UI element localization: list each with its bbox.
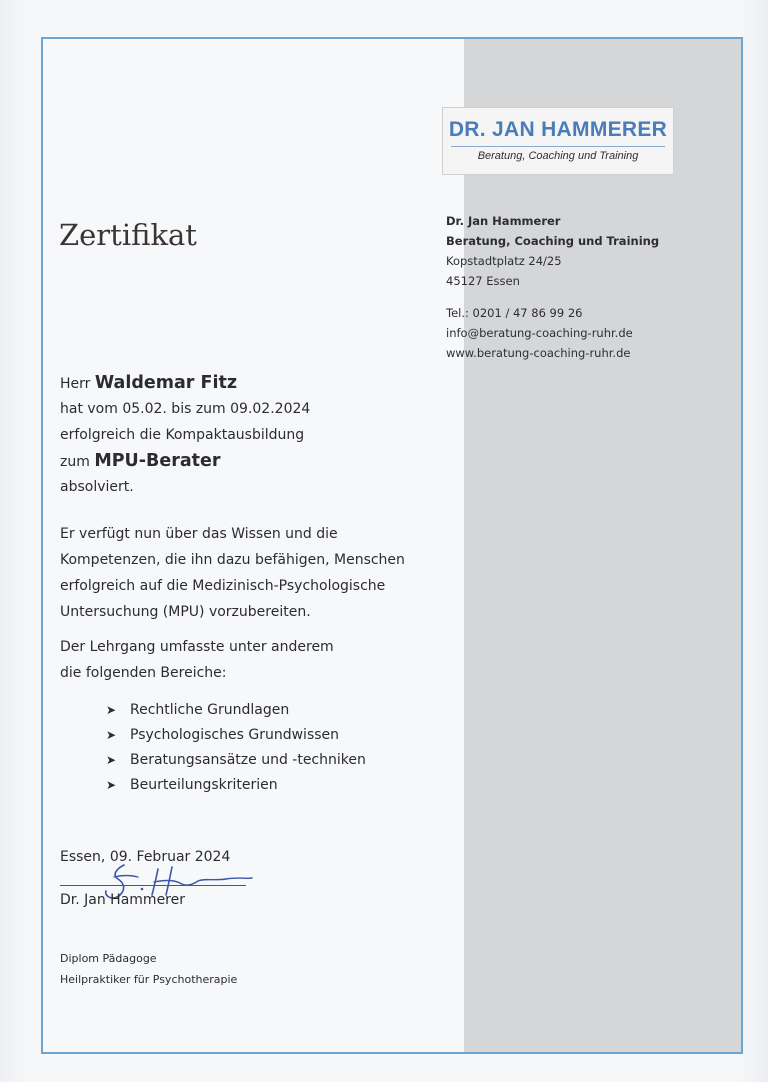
list-item: [106, 723, 366, 748]
arrow-bullet-icon: ➤: [106, 728, 117, 742]
contact-city: 45127 Essen: [446, 274, 520, 288]
logo-tagline: Beratung, Coaching und Training: [477, 150, 639, 162]
qualification: MPU-Berater: [94, 451, 221, 471]
topics-intro-line: die folgenden Bereiche:: [60, 665, 227, 681]
topic-label: Psychologisches Grundwissen: [130, 727, 340, 743]
company-logo: [442, 107, 674, 175]
list-item: [106, 748, 366, 773]
paragraph-line: Kompetenzen, die ihn dazu befähigen, Menschen: [60, 552, 405, 568]
signer-name: Dr. Jan Hammerer: [60, 892, 185, 908]
arrow-bullet-icon: ➤: [106, 753, 117, 767]
salutation: Herr: [60, 376, 91, 392]
contact-phone: Tel.: 0201 / 47 86 99 26: [446, 306, 583, 320]
contact-name: Dr. Jan Hammerer: [446, 214, 561, 228]
recipient-name: Waldemar Fitz: [94, 373, 238, 393]
topics-list: [106, 698, 366, 798]
contact-website: www.beratung-coaching-ruhr.de: [446, 346, 631, 360]
completion-text: erfolgreich die Kompaktausbildung: [60, 427, 305, 443]
qualification-prefix: zum: [60, 454, 90, 470]
contact-company: Beratung, Coaching und Training: [446, 234, 660, 248]
list-item: [106, 773, 366, 798]
period-text: hat vom 05.02. bis zum 09.02.2024: [60, 401, 311, 417]
place-date: Essen, 09. Februar 2024: [60, 849, 231, 865]
contact-email: info@beratung-coaching-ruhr.de: [446, 326, 633, 340]
paragraph-line: Er verfügt nun über das Wissen und die: [60, 526, 338, 542]
recipient-block: [60, 370, 310, 500]
contact-street: Kopstadtplatz 24/25: [446, 254, 562, 268]
signer-title-2: Heilpraktiker für Psychotherapie: [60, 973, 238, 986]
contact-block: [446, 211, 659, 363]
arrow-bullet-icon: ➤: [106, 703, 117, 717]
paragraph-line: Untersuchung (MPU) vorzubereiten.: [60, 604, 311, 620]
signature-line: [60, 885, 246, 886]
list-item: [106, 698, 366, 723]
topic-label: Beurteilungskriterien: [130, 777, 278, 793]
topic-label: Rechtliche Grundlagen: [130, 702, 290, 718]
side-panel: [464, 39, 741, 1052]
topics-intro-line: Der Lehrgang umfasste unter anderem: [60, 639, 334, 655]
logo-name: DR. JAN HAMMERER: [448, 118, 668, 141]
topic-label: Beratungsansätze und -techniken: [130, 752, 366, 768]
competence-paragraph: [60, 521, 405, 625]
certificate-title: Zertifikat: [59, 218, 197, 252]
signer-title-1: Diplom Pädagoge: [60, 952, 157, 965]
topics-intro: [60, 634, 334, 686]
arrow-bullet-icon: ➤: [106, 778, 117, 792]
completed-text: absolviert.: [60, 479, 134, 495]
paragraph-line: erfolgreich auf die Medizinisch-Psychologische: [60, 578, 386, 594]
logo-divider: [451, 146, 665, 147]
